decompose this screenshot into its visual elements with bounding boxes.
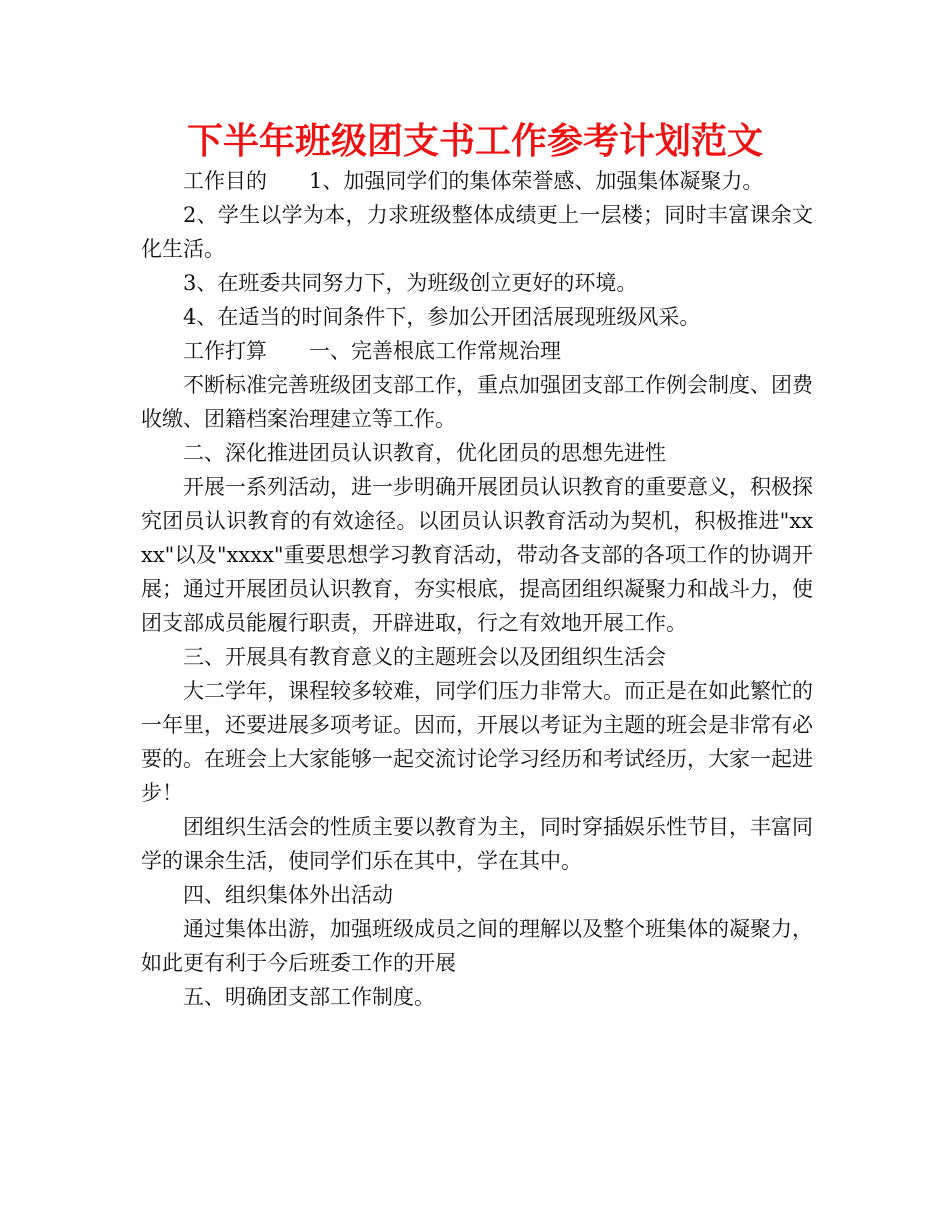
paragraph: 不断标准完善班级团支部工作，重点加强团支部工作例会制度、团费收缴、团籍档案治理建立等工作。 (141, 373, 813, 431)
paragraph: 2、学生以学为本，力求班级整体成绩更上一层楼；同时丰富课余文化生活。 (141, 203, 813, 261)
paragraph: 3、在班委共同努力下，为班级创立更好的环境。 (183, 271, 638, 295)
paragraph: 五、明确团支部工作制度。 (183, 985, 435, 1009)
paragraph: 二、深化推进团员认识教育，优化团员的思想先进性 (183, 441, 666, 465)
paragraph: 团组织生活会的性质主要以教育为主，同时穿插娱乐性节目，丰富同学的课余生活，使同学们乐在其中，学在其中。 (141, 815, 813, 873)
paragraph: 4、在适当的时间条件下，参加公开团活展现班级风采。 (183, 305, 701, 329)
paragraph: 四、组织集体外出活动 (183, 883, 393, 907)
paragraph: 大二学年，课程较多较难，同学们压力非常大。而正是在如此繁忙的一年里，还要进展多项考证。因而，开展以考证为主题的班会是非常有必要的。在班会上大家能够一起交流讨论学习经历和考试经历，大家一起进步！ (141, 679, 813, 805)
document-body (141, 164, 813, 1014)
paragraph: 工作打算 一、完善根底工作常规治理 (183, 339, 561, 363)
document-title: 下半年班级团支书工作参考计划范文 (186, 121, 763, 162)
paragraph: 开展一系列活动，进一步明确开展团员认识教育的重要意义，积极探究团员认识教育的有效途径。以团员认识教育活动为契机，积极推进"xxxx"以及"xxxx"重要思想学习教育活动，带动各支部的各项工作的协调开展；通过开展团员认识教育，夯实根底，提高团组织凝聚力和战斗力，使团支部成员能履行职责，开辟进取，行之有效地开展工作。 (141, 475, 813, 635)
paragraph: 通过集体出游，加强班级成员之间的理解以及整个班集体的凝聚力，如此更有利于今后班委工作的开展 (141, 917, 813, 975)
paragraph: 工作目的 1、加强同学们的集体荣誉感、加强集体凝聚力。 (183, 169, 764, 193)
paragraph: 三、开展具有教育意义的主题班会以及团组织生活会 (183, 645, 666, 669)
